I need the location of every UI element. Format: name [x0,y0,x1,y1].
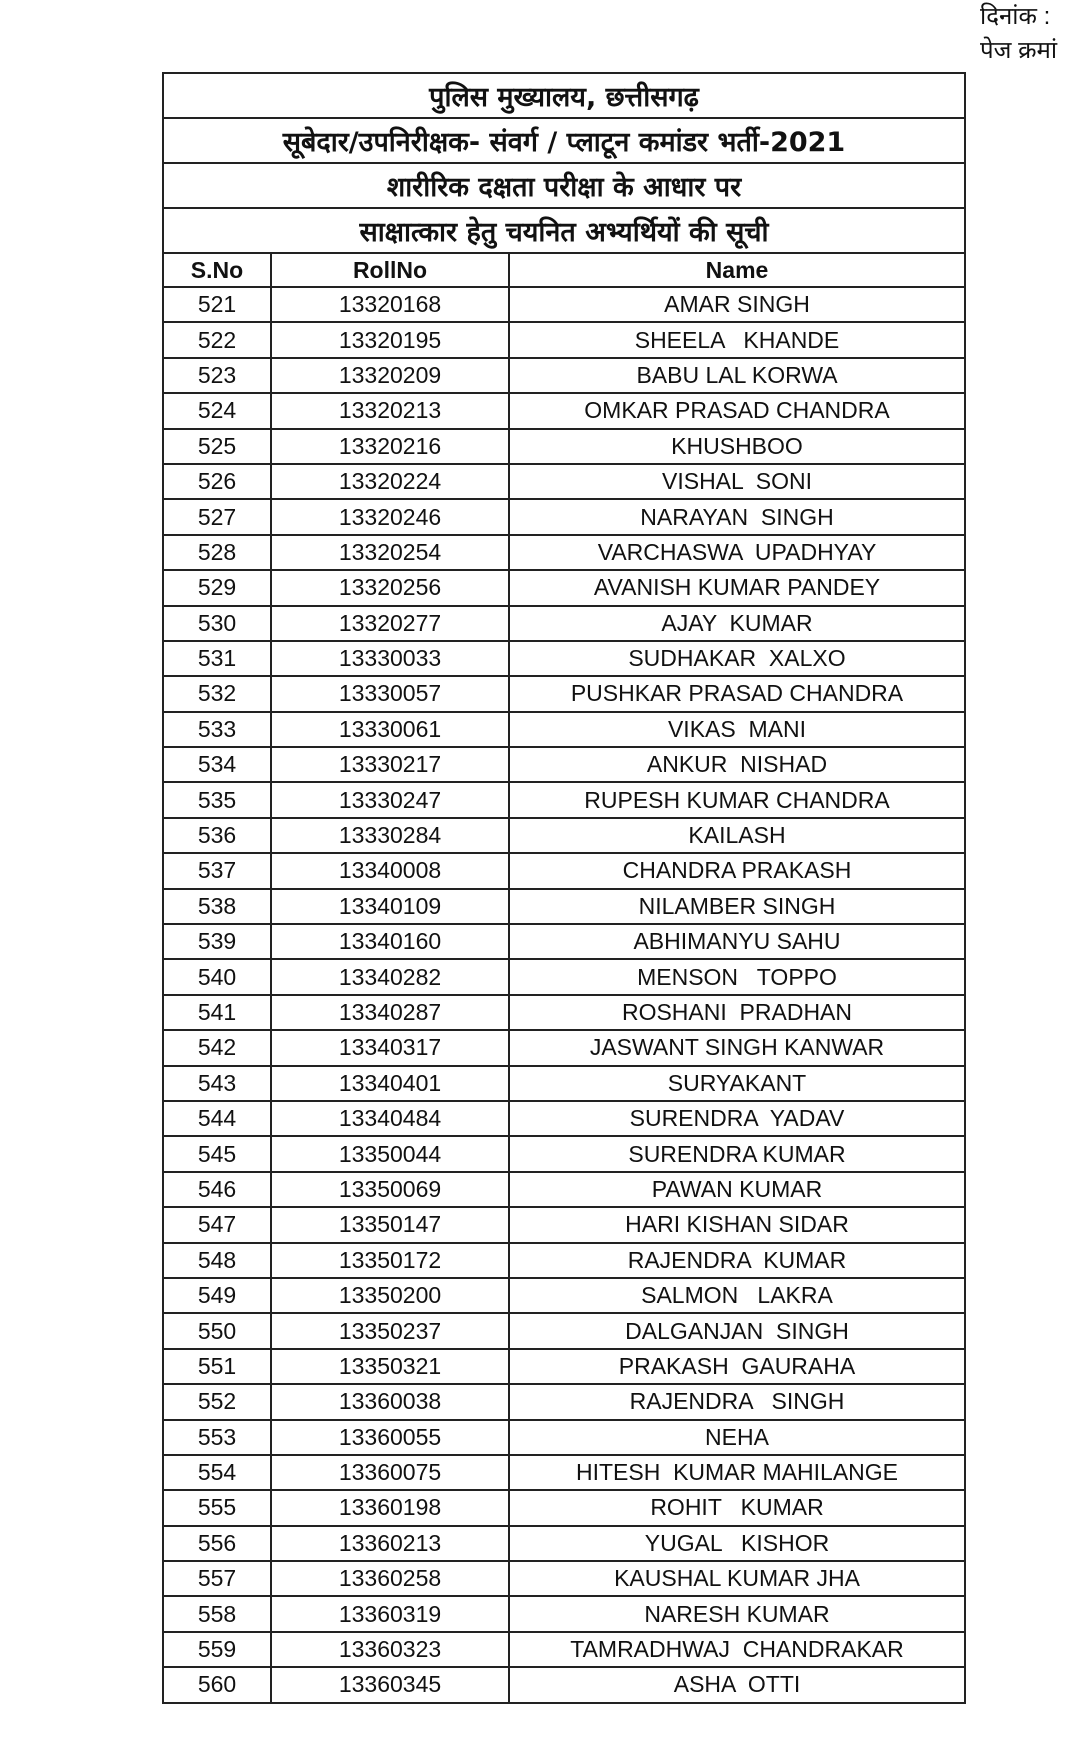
sno-cell: 547 [163,1207,271,1242]
table-row [163,1632,965,1667]
table-row [163,641,965,676]
rollno-cell: 13330217 [271,747,509,782]
rollno-cell: 13360055 [271,1420,509,1455]
name-cell: RUPESH KUMAR CHANDRA [509,782,965,817]
table-row [163,889,965,924]
table-row [163,1349,965,1384]
name-cell: TAMRADHWAJ CHANDRAKAR [509,1632,965,1667]
name-cell: PUSHKAR PRASAD CHANDRA [509,676,965,711]
rollno-cell: 13360345 [271,1667,509,1702]
name-cell: ANKUR NISHAD [509,747,965,782]
name-cell: SALMON LAKRA [509,1278,965,1313]
sno-cell: 537 [163,853,271,888]
table-row [163,712,965,747]
rollno-cell: 13350069 [271,1172,509,1207]
table-row [163,818,965,853]
rollno-cell: 13340160 [271,924,509,959]
rollno-cell: 13360198 [271,1490,509,1525]
name-cell: YUGAL KISHOR [509,1526,965,1561]
name-cell: NARAYAN SINGH [509,499,965,534]
sno-cell: 545 [163,1136,271,1171]
sno-cell: 548 [163,1243,271,1278]
table-row [163,1526,965,1561]
sno-cell: 559 [163,1632,271,1667]
rollno-cell: 13330284 [271,818,509,853]
table-row [163,1420,965,1455]
list-title: साक्षात्कार हेतु चयनित अभ्यर्थियों की सूची [163,208,965,253]
table-row [163,959,965,994]
name-cell: KHUSHBOO [509,429,965,464]
name-cell: SURENDRA YADAV [509,1101,965,1136]
sno-cell: 543 [163,1066,271,1101]
name-cell: ABHIMANYU SAHU [509,924,965,959]
title-row [163,208,965,253]
rollno-cell: 13360213 [271,1526,509,1561]
table-row [163,499,965,534]
date-label: दिनांक : [980,3,1051,30]
table-row [163,924,965,959]
sno-cell: 524 [163,393,271,428]
sno-cell: 523 [163,358,271,393]
name-cell: MENSON TOPPO [509,959,965,994]
sno-cell: 544 [163,1101,271,1136]
name-cell: SHEELA KHANDE [509,322,965,357]
table-row [163,1136,965,1171]
sno-cell: 558 [163,1596,271,1631]
name-cell: AJAY KUMAR [509,606,965,641]
table-row [163,1455,965,1490]
sno-cell: 536 [163,818,271,853]
table-row [163,1561,965,1596]
rollno-cell: 13340008 [271,853,509,888]
sno-cell: 530 [163,606,271,641]
rollno-cell: 13340287 [271,995,509,1030]
name-cell: KAILASH [509,818,965,853]
table-row [163,1313,965,1348]
name-cell: BABU LAL KORWA [509,358,965,393]
rollno-cell: 13340317 [271,1030,509,1065]
rollno-cell: 13360323 [271,1632,509,1667]
table-row [163,287,965,322]
sno-cell: 526 [163,464,271,499]
rollno-cell: 13360038 [271,1384,509,1419]
name-cell: DALGANJAN SINGH [509,1313,965,1348]
rollno-cell: 13320168 [271,287,509,322]
column-header-sno: S.No [163,253,271,287]
sno-cell: 535 [163,782,271,817]
table-row [163,676,965,711]
name-cell: AMAR SINGH [509,287,965,322]
table-row [163,1667,965,1702]
rollno-cell: 13340484 [271,1101,509,1136]
sno-cell: 533 [163,712,271,747]
rollno-cell: 13350044 [271,1136,509,1171]
table-row [163,358,965,393]
rollno-cell: 13320277 [271,606,509,641]
rollno-cell: 13350200 [271,1278,509,1313]
department-title: पुलिस मुख्यालय, छत्तीसगढ़ [163,73,965,118]
rollno-cell: 13330247 [271,782,509,817]
sno-cell: 531 [163,641,271,676]
table-row [163,535,965,570]
sno-cell: 557 [163,1561,271,1596]
rollno-cell: 13350237 [271,1313,509,1348]
rollno-cell: 13350172 [271,1243,509,1278]
corner-header [980,0,1080,68]
name-cell: NARESH KUMAR [509,1596,965,1631]
rollno-cell: 13330061 [271,712,509,747]
rollno-cell: 13320209 [271,358,509,393]
rollno-cell: 13340109 [271,889,509,924]
sno-cell: 525 [163,429,271,464]
name-cell: KAUSHAL KUMAR JHA [509,1561,965,1596]
name-cell: JASWANT SINGH KANWAR [509,1030,965,1065]
rollno-cell: 13340282 [271,959,509,994]
name-cell: CHANDRA PRAKASH [509,853,965,888]
rollno-cell: 13350147 [271,1207,509,1242]
name-cell: PAWAN KUMAR [509,1172,965,1207]
sno-cell: 529 [163,570,271,605]
name-cell: RAJENDRA KUMAR [509,1243,965,1278]
sno-cell: 538 [163,889,271,924]
table-row [163,747,965,782]
table-row [163,1490,965,1525]
rollno-cell: 13340401 [271,1066,509,1101]
rollno-cell: 13360319 [271,1596,509,1631]
column-header-name: Name [509,253,965,287]
table-row [163,1278,965,1313]
table-row [163,464,965,499]
candidate-list-table [162,72,966,1704]
name-cell: SUDHAKAR XALXO [509,641,965,676]
sno-cell: 553 [163,1420,271,1455]
name-cell: PRAKASH GAURAHA [509,1349,965,1384]
name-cell: ROHIT KUMAR [509,1490,965,1525]
sno-cell: 551 [163,1349,271,1384]
sno-cell: 528 [163,535,271,570]
name-cell: AVANISH KUMAR PANDEY [509,570,965,605]
name-cell: NEHA [509,1420,965,1455]
recruitment-title: सूबेदार/उपनिरीक्षक- संवर्ग / प्लाटून कमांडर भर्ती-2021 [163,118,965,163]
exam-basis-title: शारीरिक दक्षता परीक्षा के आधार पर [163,163,965,208]
sno-cell: 521 [163,287,271,322]
table-row [163,1596,965,1631]
name-cell: HARI KISHAN SIDAR [509,1207,965,1242]
table-body [163,73,965,1703]
sno-cell: 546 [163,1172,271,1207]
name-cell: HITESH KUMAR MAHILANGE [509,1455,965,1490]
table-row [163,1207,965,1242]
table-row [163,1172,965,1207]
table-row [163,1243,965,1278]
column-header-row [163,253,965,287]
column-header-rollno: RollNo [271,253,509,287]
name-cell: ASHA OTTI [509,1667,965,1702]
name-cell: VARCHASWA UPADHYAY [509,535,965,570]
rollno-cell: 13360075 [271,1455,509,1490]
sno-cell: 560 [163,1667,271,1702]
title-row [163,73,965,118]
name-cell: NILAMBER SINGH [509,889,965,924]
sno-cell: 532 [163,676,271,711]
rollno-cell: 13330033 [271,641,509,676]
sno-cell: 539 [163,924,271,959]
sno-cell: 527 [163,499,271,534]
table-row [163,1101,965,1136]
page-number-label: पेज क्रमां [980,37,1058,64]
table-row [163,995,965,1030]
sno-cell: 549 [163,1278,271,1313]
table-row [163,853,965,888]
rollno-cell: 13320254 [271,535,509,570]
table-row [163,570,965,605]
table-row [163,322,965,357]
sno-cell: 541 [163,995,271,1030]
table-row [163,429,965,464]
sno-cell: 522 [163,322,271,357]
title-row [163,118,965,163]
rollno-cell: 13320195 [271,322,509,357]
name-cell: SURYAKANT [509,1066,965,1101]
rollno-cell: 13320216 [271,429,509,464]
name-cell: VIKAS MANI [509,712,965,747]
rollno-cell: 13330057 [271,676,509,711]
table-row [163,606,965,641]
sno-cell: 555 [163,1490,271,1525]
rollno-cell: 13350321 [271,1349,509,1384]
name-cell: OMKAR PRASAD CHANDRA [509,393,965,428]
table-row [163,1384,965,1419]
table-row [163,782,965,817]
table-row [163,393,965,428]
sno-cell: 550 [163,1313,271,1348]
rollno-cell: 13320224 [271,464,509,499]
sno-cell: 554 [163,1455,271,1490]
table-row [163,1066,965,1101]
rollno-cell: 13360258 [271,1561,509,1596]
sno-cell: 556 [163,1526,271,1561]
name-cell: SURENDRA KUMAR [509,1136,965,1171]
sno-cell: 534 [163,747,271,782]
name-cell: ROSHANI PRADHAN [509,995,965,1030]
name-cell: VISHAL SONI [509,464,965,499]
rollno-cell: 13320213 [271,393,509,428]
table-row [163,1030,965,1065]
sno-cell: 552 [163,1384,271,1419]
name-cell: RAJENDRA SINGH [509,1384,965,1419]
sno-cell: 542 [163,1030,271,1065]
sno-cell: 540 [163,959,271,994]
rollno-cell: 13320256 [271,570,509,605]
title-row [163,163,965,208]
rollno-cell: 13320246 [271,499,509,534]
